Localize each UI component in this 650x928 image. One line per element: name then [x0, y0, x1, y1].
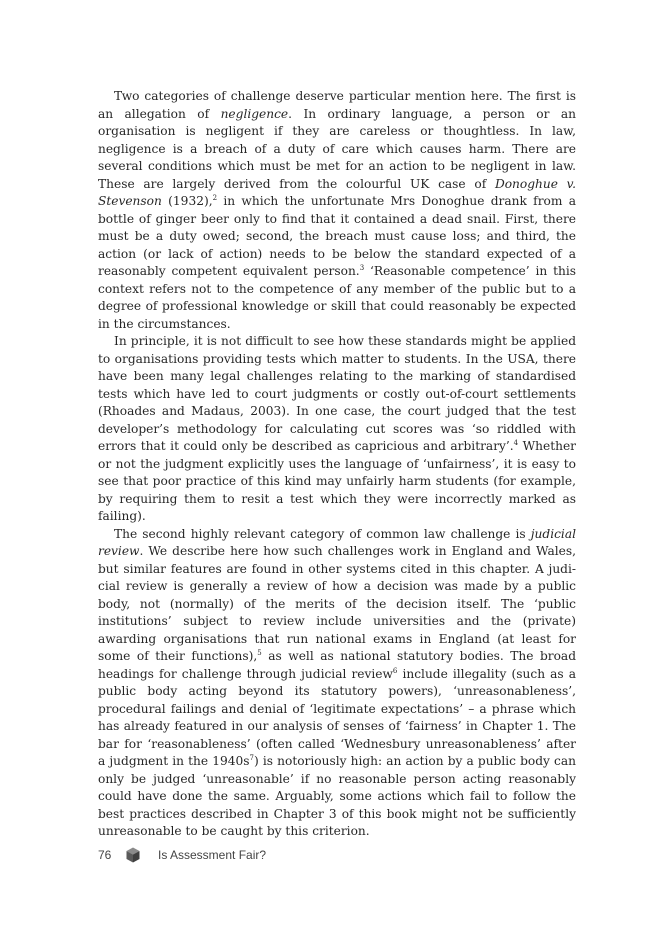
text-run: The second highly relevant category of common law challenge is	[114, 526, 531, 541]
footnote-marker: 6	[392, 666, 398, 675]
footnote-marker: 5	[257, 648, 262, 657]
text-run: . In ordinary language, a person or an organisation is negligent if they are careless or thoughtless. In law, negligence is a breach of a duty of care which causes harm. There are several conditions which must be met for an action to be negligent in law. These are largely derived from the colourful UK case of	[98, 106, 576, 191]
text-run: (1932),	[161, 194, 213, 208]
footnote-marker: 3	[359, 263, 365, 272]
text-run: Two categories of challenge deserve particular mention here. The first is an allegation of	[98, 89, 576, 121]
paragraph-standards	[98, 333, 576, 526]
page-body	[98, 88, 576, 841]
text-run: . We describe here how such challenges work in England and Wales, but similar features are found in other systems cited in this chapter. A judicial review is generally a review of how a decision was made by a public body, not (normally) of the merits of the decision itself. The ‘public institutions’ subject to review include universities and the (private) awarding organisations that run national exams in England (at least for some of their functions),	[98, 544, 576, 663]
text-run: In principle, it is not difficult to see how these standards might be applied to organisations providing tests which matter to students. In the USA, there have been many legal challenges relating to the marking of standardised tests which have led to court judgments or costly out-of-court settlements (Rhoades and Madaus, 2003). In one case, the court judged that the test developer’s methodology for calculating cut scores was ‘so riddled with errors that it could only be described as capricious and arbitrary’.	[98, 334, 576, 453]
text-run: ) is notoriously high: an action by a public body can only be judged ‘unreasonable’ if no reasonable person acting reasonably could have done the same. Arguably, some actions which fail to follow the best practices described in Chapter 3 of this book might not be sufficiently unreasonable to be caught by this criterion.	[98, 754, 576, 838]
footnote-marker: 4	[513, 438, 519, 447]
text-run: Whether or not the judgment explicitly uses the language of ‘unfairness’, it is easy to see that poor practice of this kind may unfairly harm students (for example, by requiring them to resit a test which they were incorrectly marked as failing).	[98, 439, 576, 523]
text-run: as well as national statutory bodies. The broad headings for challenge through judicial review	[98, 649, 577, 681]
italic-term: negligence	[220, 106, 289, 121]
running-title: Is Assessment Fair?	[158, 848, 267, 862]
italic-term: judicial review	[98, 526, 576, 558]
page-number: 76	[98, 848, 112, 862]
text-run: ‘Reasonable competence’ in this context refers not to the competence of any member of the public but to a degree of professional knowledge or skill that could reasonably be expected in the circumstances.	[98, 264, 576, 331]
footnote-marker: 7	[249, 753, 254, 762]
footnote-marker: 2	[212, 193, 218, 202]
text-run: in which the unfortunate Mrs Donoghue drank from a bottle of ginger beer only to find that it contained a dead snail. First, there must be a duty owed; second, the breach must cause loss; and third, the action (or lack of action) needs to be below the standard expected of a reasonably competent equivalent person.	[98, 194, 576, 278]
italic-term: Donoghue v. Stevenson	[98, 176, 576, 208]
cube-icon	[126, 847, 140, 863]
text-run: include illegality (such as a public body acting beyond its statutory powers), ‘unreasonableness’, procedural failings and denial of ‘legitimate expectations’ – a phrase which has already featured in our analysis of senses of ‘fairness’ in Chapter 1. The bar for ‘reasonableness’ (often called ‘Wednesbury unreasonableness’ after a judgment in the 1940s	[98, 666, 576, 768]
paragraph-judicial-review	[98, 526, 576, 841]
paragraph-negligence	[98, 88, 576, 333]
page-footer	[98, 846, 266, 864]
